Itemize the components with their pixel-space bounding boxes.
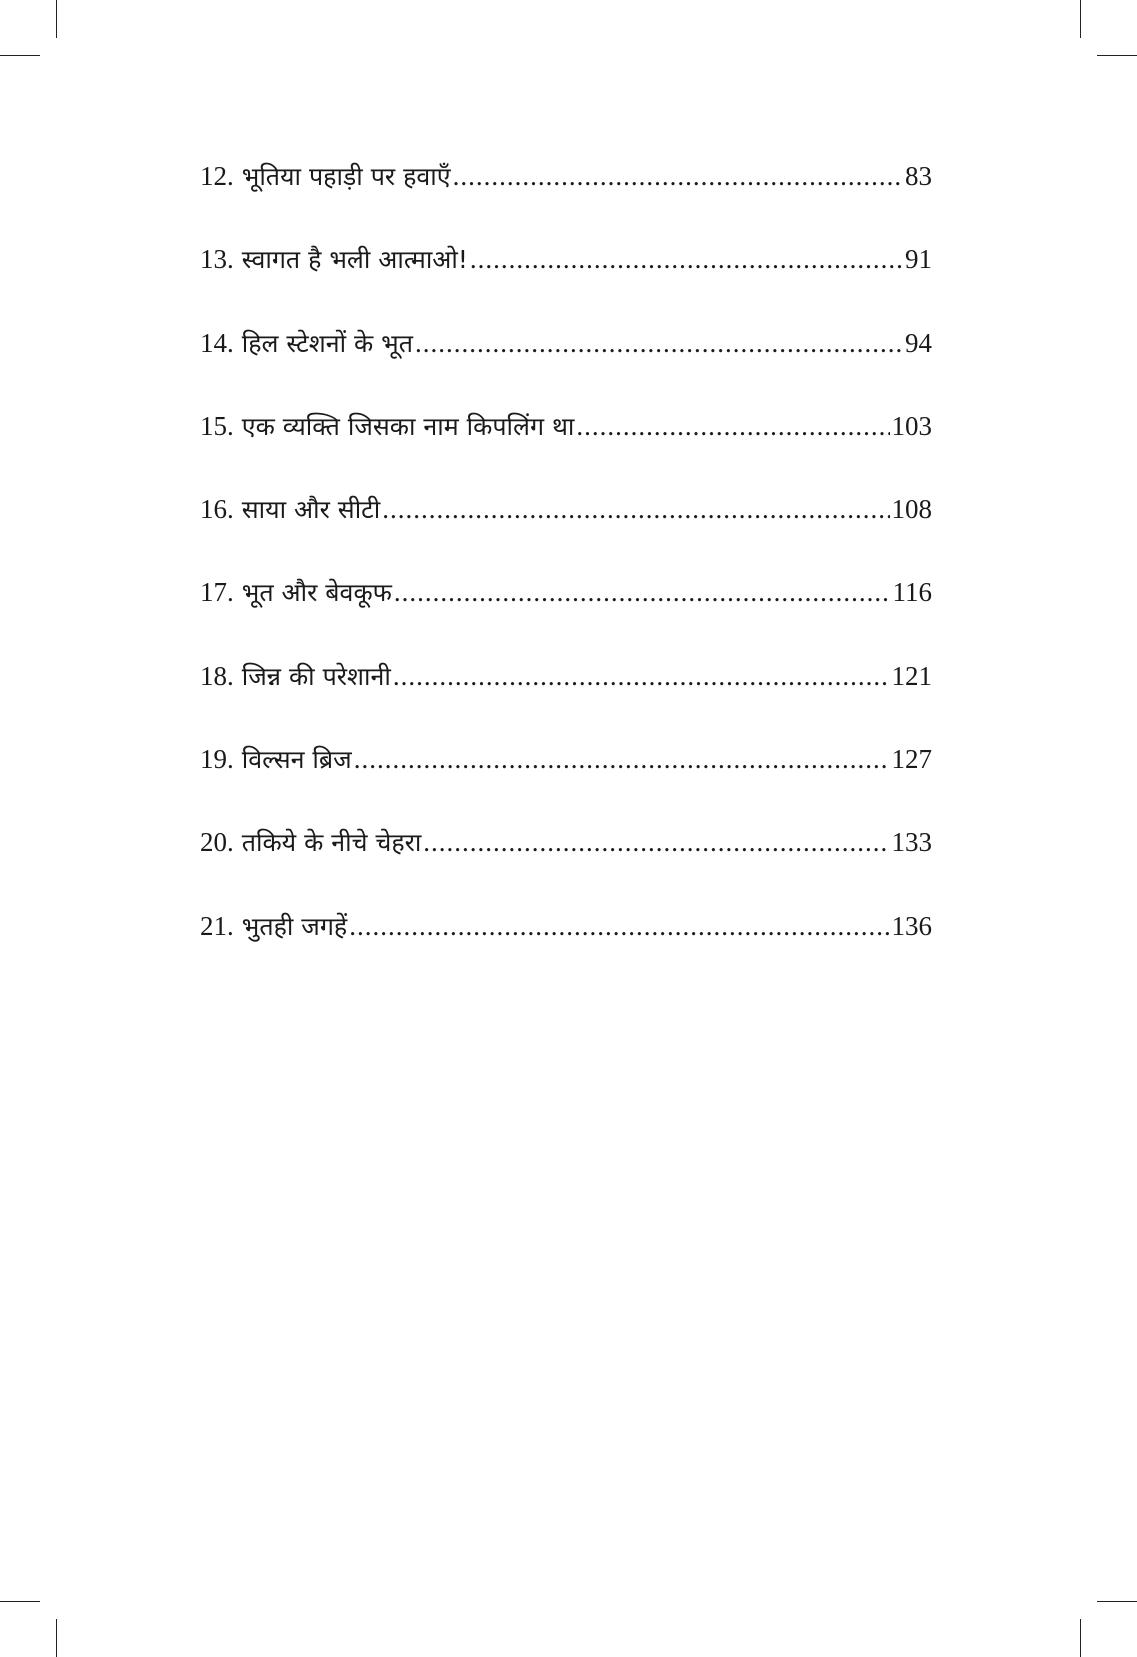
dot-leader [394, 579, 891, 606]
dot-leader [393, 663, 890, 690]
toc-entry[interactable] [200, 246, 932, 329]
toc-entry-number: 13. [200, 244, 234, 275]
toc-entry[interactable] [200, 327, 932, 413]
toc-entry-number: 19. [200, 744, 234, 775]
dot-leader [453, 163, 903, 190]
toc-entry-title: तकिये के नीचे चेहरा [241, 828, 422, 858]
toc-entry-page: 83 [905, 161, 932, 191]
toc-entry-page: 133 [891, 827, 932, 858]
crop-mark-bottom-right-horizontal [1097, 1601, 1137, 1602]
toc-entry[interactable] [200, 746, 932, 829]
crop-mark-top-left-horizontal [0, 55, 40, 56]
dot-leader [423, 829, 889, 856]
toc-entry-title: भूतिया पहाड़ी पर हवाएँ [241, 162, 451, 191]
dot-leader [354, 746, 890, 773]
crop-mark-top-right-horizontal [1097, 55, 1137, 56]
crop-mark-top-left-vertical [56, 0, 57, 38]
dot-leader [576, 413, 889, 440]
toc-entry[interactable] [200, 829, 932, 912]
toc-entry-number: 20. [200, 827, 234, 858]
toc-entry-title: एक व्यक्ति जिसका नाम किपलिंग था [241, 411, 575, 441]
toc-entry-title: विल्सन ब्रिज [241, 745, 352, 775]
toc-entry[interactable] [200, 410, 932, 496]
dot-leader [470, 246, 903, 273]
toc-entry-page: 91 [905, 244, 932, 275]
toc-entry-title: स्वागत है भली आत्माओ! [241, 245, 468, 275]
crop-mark-bottom-left-horizontal [0, 1601, 40, 1602]
toc-entry-page: 94 [905, 327, 932, 358]
toc-entry-title: जिन्न की परेशानी [241, 661, 391, 691]
crop-mark-bottom-right-vertical [1080, 1619, 1081, 1657]
dot-leader [415, 330, 903, 357]
dot-leader [349, 913, 889, 940]
toc-entry[interactable] [200, 660, 932, 746]
toc-entry-title: हिल स्टेशनों के भूत [241, 328, 413, 358]
toc-entry-page: 121 [891, 660, 932, 691]
dot-leader [382, 496, 889, 523]
toc-entry-page: 127 [891, 744, 932, 775]
toc-entry-number: 16. [200, 494, 234, 525]
toc-entry[interactable] [200, 579, 932, 662]
toc-entry-number: 18. [200, 660, 234, 691]
toc-entry-page: 103 [891, 410, 932, 441]
toc-entry-page: 136 [891, 910, 932, 941]
toc-entry[interactable] [200, 163, 932, 246]
toc-entry-title: साया और सीटी [241, 495, 381, 525]
toc-entry-number: 14. [200, 327, 234, 358]
toc-entry-number: 15. [200, 410, 234, 441]
toc-entry[interactable] [200, 910, 932, 996]
toc-entry-number: 21. [200, 910, 234, 941]
toc-entry-page: 116 [892, 577, 932, 608]
toc-entry-page: 108 [891, 494, 932, 525]
toc-entry-number: 17. [200, 577, 234, 608]
table-of-contents [200, 163, 932, 996]
crop-mark-top-right-vertical [1080, 0, 1081, 38]
toc-entry-title: भूत और बेवकूफ [241, 578, 392, 608]
toc-entry-number: 12. [200, 161, 234, 191]
toc-entry-title: भुतही जगहें [241, 911, 348, 941]
toc-entry[interactable] [200, 496, 932, 579]
crop-mark-bottom-left-vertical [56, 1619, 57, 1657]
